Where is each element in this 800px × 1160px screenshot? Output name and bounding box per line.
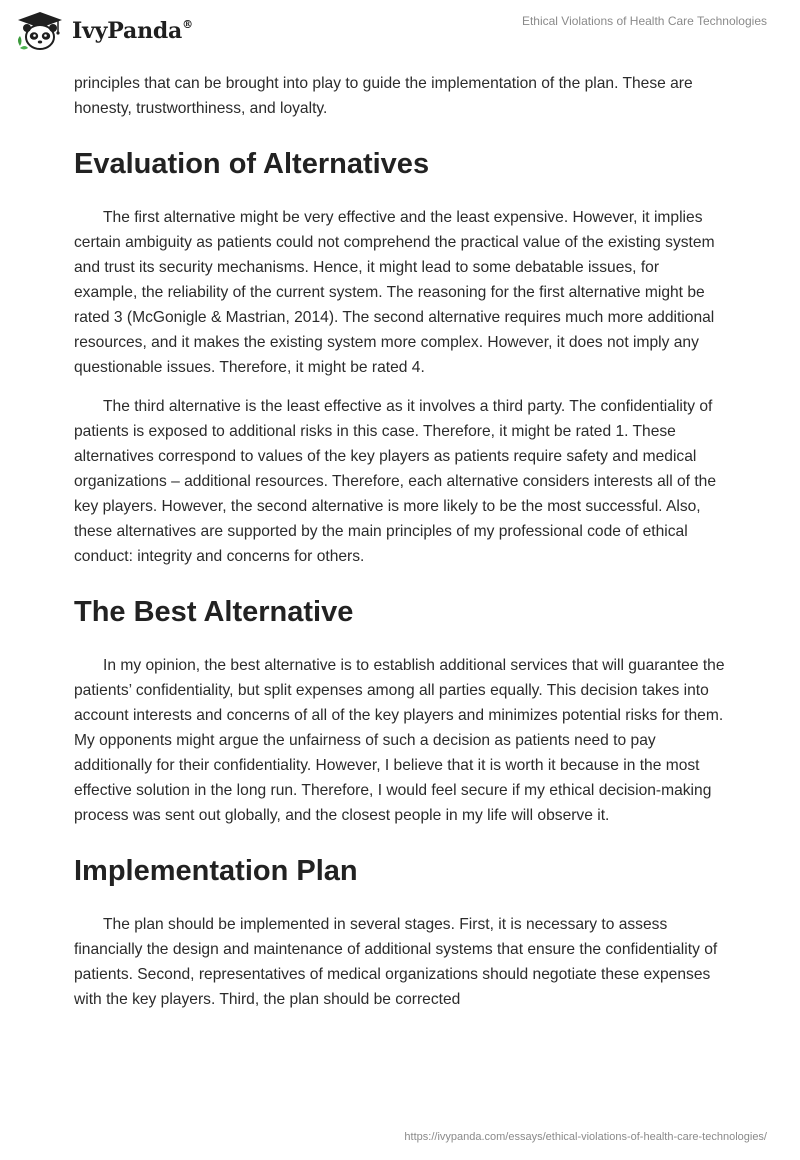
brand-name: IvyPanda® (72, 17, 193, 44)
ivypanda-logo[interactable] (14, 10, 193, 52)
page-header (0, 0, 800, 62)
intro-paragraph: principles that can be brought into play to guide the implementation of the plan. These are honesty, trustworthiness, and loyalty. (74, 75, 693, 117)
paragraph: The plan should be implemented in several stages. First, it is necessary to assess financially the design and maintenance of additional systems that ensure the confidentiality of patients. Second, representatives of medical organizations should negotiate these expenses with the key players. Third, the plan should be corrected (74, 916, 718, 1008)
paragraph: The third alternative is the least effective as it involves a third party. The confidentiality of patients is exposed to additional risks in this case. Therefore, it might be rated 1. These alternatives correspond to values of the key players as patients require safety and medical organizations – additional resources. Therefore, each alternative considers interests all of the key players. However, the second alternative is more likely to be the most successful. Also, these alternatives are supported by the main principles of my professional code of ethical conduct: integrity and concerns for others. (74, 398, 717, 565)
section-heading-best-alternative: The Best Alternative (74, 596, 354, 628)
paragraph: In my opinion, the best alternative is to establish additional services that will guarantee the patients’ confidentiality, but split expenses among all parties equally. This decision takes into account interests and concerns of all of the key players and minimizes potential risks for them. My opponents might argue the unfairness of such a decision as patients need to pay additionally for their confidentiality. However, I believe that it is worth it because in the most effective solution in the long run. Therefore, I would feel secure if my ethical decision-making process was sent out globally, and the closest people in my life will observe it. (74, 657, 725, 824)
essay-content (74, 71, 726, 1026)
section-heading-implementation-plan: Implementation Plan (74, 855, 358, 887)
source-url[interactable]: https://ivypanda.com/essays/ethical-violations-of-health-care-technologies/ (404, 1131, 767, 1143)
document-title: Ethical Violations of Health Care Technologies (521, 14, 767, 28)
paragraph: The first alternative might be very effective and the least expensive. However, it implies certain ambiguity as patients could not comprehend the practical value of the existing system and trust its security mechanisms. Hence, it might lead to some debatable issues, for example, the reliability of the current system. The reasoning for the first alternative might be rated 3 (McGonigle & Mastrian, 2014). The second alternative requires much more additional resources, and it makes the existing system more complex. However, it does not imply any questionable issues. Therefore, it might be rated 4. (74, 209, 715, 376)
section-heading-evaluation: Evaluation of Alternatives (74, 148, 430, 180)
panda-graduate-icon (14, 10, 66, 52)
